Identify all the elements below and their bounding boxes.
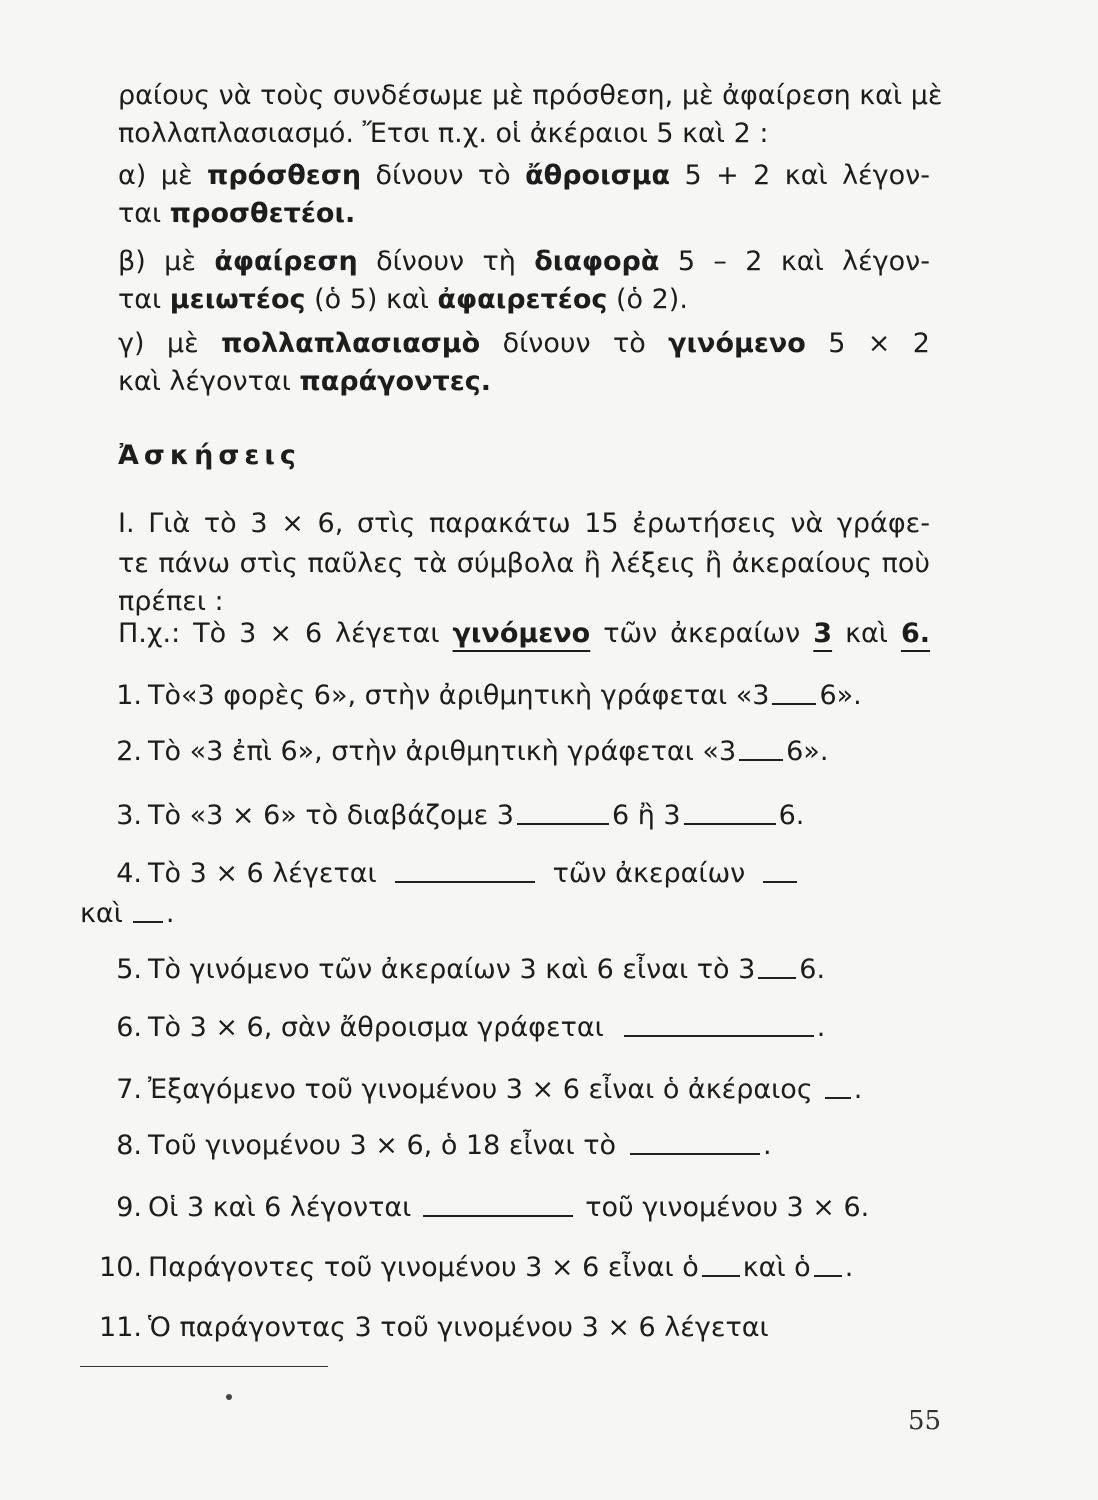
instruction-line-1: I. Γιὰ τὸ 3 × 6, στὶς παρακάτω 15 ἐρωτήσεις νὰ γράφε- <box>118 508 930 539</box>
term-subtraction: ἀφαίρεση <box>214 246 358 277</box>
exercises-heading: Ἀσκήσεις <box>118 440 301 471</box>
question-text-mid: καὶ ὁ <box>742 1252 811 1283</box>
footnote-rule <box>80 1366 328 1367</box>
beta-line-2 <box>118 282 930 318</box>
intro-line-2: πολλαπλασιασμό. Ἔτσι π.χ. οἱ ἀκέραιοι 5 καὶ 2 : <box>118 118 769 149</box>
question-number: 7. <box>116 1074 142 1105</box>
alpha-prefix: α) μὲ <box>118 160 193 191</box>
question-text-end: . <box>762 1130 772 1161</box>
question-4-continuation <box>80 896 280 932</box>
question-text: Τὸ «3 ἐπὶ 6», στὴν ἀριθμητικὴ γράφεται «3 <box>148 736 737 767</box>
beta-tail: 5 – 2 καὶ λέγον- <box>677 246 931 277</box>
answer-blank[interactable] <box>825 1083 851 1099</box>
alpha-line-2 <box>118 196 930 232</box>
question-1 <box>88 678 930 714</box>
example-and: καὶ <box>845 618 888 649</box>
question-9 <box>88 1190 930 1226</box>
beta-line-1 <box>118 244 930 280</box>
term-multiplication: πολλαπλασιασμὸ <box>221 328 481 359</box>
answer-blank[interactable] <box>763 867 797 883</box>
term-sum: ἄθροισμα <box>525 160 671 191</box>
question-text-end: . <box>844 1252 854 1283</box>
question-text-mid: 6 ἢ 3 <box>611 800 681 831</box>
question-7 <box>88 1072 930 1108</box>
page-number: 55 <box>908 1406 942 1436</box>
question-6 <box>88 1010 930 1046</box>
beta-line2-pre: ται <box>118 284 162 315</box>
question-text-end: 6. <box>799 954 826 985</box>
question-4 <box>88 856 930 892</box>
example-pre: Π.χ.: Τὸ 3 × 6 λέγεται <box>118 618 440 649</box>
question-text: Ὁ παράγοντας 3 τοῦ γινομένου 3 × 6 λέγεται <box>148 1312 769 1343</box>
question-text: Τὸ«3 φορὲς 6», στὴν ἀριθμητικὴ γράφεται «3 <box>148 680 770 711</box>
alpha-line-1 <box>118 158 930 194</box>
question-text-end: 6». <box>786 736 829 767</box>
term-minuend: μειωτέος <box>169 284 306 315</box>
question-number: 10. <box>99 1252 142 1283</box>
question-text-end: . <box>165 898 175 929</box>
gamma-line2-pre: καὶ λέγονται <box>118 366 291 397</box>
intro-line-1: ραίους νὰ τοὺς συνδέσωμε μὲ πρόσθεση, μὲ ἀφαίρεση καὶ μὲ <box>118 80 943 111</box>
question-text-mid: τῶν ἀκεραίων <box>552 858 746 889</box>
question-10 <box>88 1250 930 1286</box>
beta-tail2: (ὁ 2). <box>615 284 688 315</box>
answer-blank[interactable] <box>739 745 783 761</box>
question-text-end: . <box>853 1074 863 1105</box>
question-text: Τοῦ γινομένου 3 × 6, ὁ 18 εἶναι τὸ <box>148 1130 616 1161</box>
question-text: Τὸ 3 × 6 λέγεται <box>148 858 377 889</box>
example-mid: τῶν ἀκεραίων <box>603 618 801 649</box>
alpha-tail: 5 + 2 καὶ λέγον- <box>684 160 930 191</box>
question-text-end: . <box>816 1012 826 1043</box>
beta-prefix: β) μὲ <box>118 246 196 277</box>
question-number: 8. <box>116 1130 142 1161</box>
answer-blank[interactable] <box>772 689 816 705</box>
question-3 <box>88 798 930 834</box>
question-text: καὶ <box>80 898 123 929</box>
answer-blank[interactable] <box>630 1139 760 1155</box>
question-text: Τὸ γινόμενο τῶν ἀκεραίων 3 καὶ 6 εἶναι τὸ 3 <box>148 954 756 985</box>
question-text: Τὸ «3 × 6» τὸ διαβάζομε 3 <box>148 800 514 831</box>
answer-blank[interactable] <box>423 1201 573 1217</box>
alpha-mid: δίνουν τὸ <box>375 160 511 191</box>
gamma-line-2 <box>118 364 930 400</box>
example-line <box>118 616 930 652</box>
question-number: 9. <box>116 1192 142 1223</box>
answer-blank[interactable] <box>624 1021 814 1037</box>
question-number: 6. <box>116 1012 142 1043</box>
question-2 <box>88 734 930 770</box>
answer-blank[interactable] <box>684 809 776 825</box>
term-product: γινόμενο <box>668 328 806 359</box>
answer-blank[interactable] <box>758 963 796 979</box>
beta-mid2: (ὁ 5) καὶ <box>314 284 429 315</box>
question-text: Παράγοντες τοῦ γινομένου 3 × 6 εἶναι ὁ <box>148 1252 699 1283</box>
instruction-line-3: πρέπει : <box>118 586 224 617</box>
example-a: 3 <box>813 618 833 649</box>
gamma-prefix: γ) μὲ <box>118 328 199 359</box>
question-number: 11. <box>99 1312 142 1343</box>
gamma-mid: δίνουν τὸ <box>502 328 646 359</box>
answer-blank[interactable] <box>133 907 163 923</box>
question-text-end: 6». <box>819 680 862 711</box>
question-text: Οἱ 3 καὶ 6 λέγονται <box>148 1192 412 1223</box>
question-8 <box>88 1128 930 1164</box>
answer-blank[interactable] <box>814 1261 842 1277</box>
beta-mid: δίνουν τὴ <box>376 246 516 277</box>
question-text: Τὸ 3 × 6, σὰν ἄθροισμα γράφεται <box>148 1012 604 1043</box>
example-b: 6. <box>900 618 931 649</box>
example-term: γινόμενο <box>452 618 591 649</box>
question-number: 4. <box>116 858 142 889</box>
gamma-line-1 <box>118 326 930 362</box>
question-number: 1. <box>116 680 142 711</box>
term-subtrahend: ἀφαιρετέος <box>437 284 608 315</box>
instruction-line-2: τε πάνω στὶς παῦλες τὰ σύμβολα ἢ λέξεις ἢ ἀκεραίους ποὺ <box>118 548 930 579</box>
answer-blank[interactable] <box>702 1261 740 1277</box>
question-number: 5. <box>116 954 142 985</box>
question-text: Ἐξαγόμενο τοῦ γινομένου 3 × 6 εἶναι ὁ ἀκέραιος <box>148 1074 813 1105</box>
term-difference: διαφορὰ <box>534 246 660 277</box>
question-number: 3. <box>116 800 142 831</box>
term-factors: παράγοντες. <box>299 366 492 397</box>
answer-blank[interactable] <box>395 867 535 883</box>
print-speck <box>226 1394 232 1400</box>
term-addition: πρόσθεση <box>206 160 362 191</box>
gamma-tail: 5 × 2 <box>828 328 930 359</box>
question-text-end: 6. <box>778 800 805 831</box>
question-number: 2. <box>116 736 142 767</box>
question-text-end: τοῦ γινομένου 3 × 6. <box>585 1192 870 1223</box>
question-5 <box>88 952 930 988</box>
question-11 <box>88 1310 930 1346</box>
answer-blank[interactable] <box>517 809 609 825</box>
alpha-line2-pre: ται <box>118 198 162 229</box>
term-addends: προσθετέοι. <box>169 198 356 229</box>
